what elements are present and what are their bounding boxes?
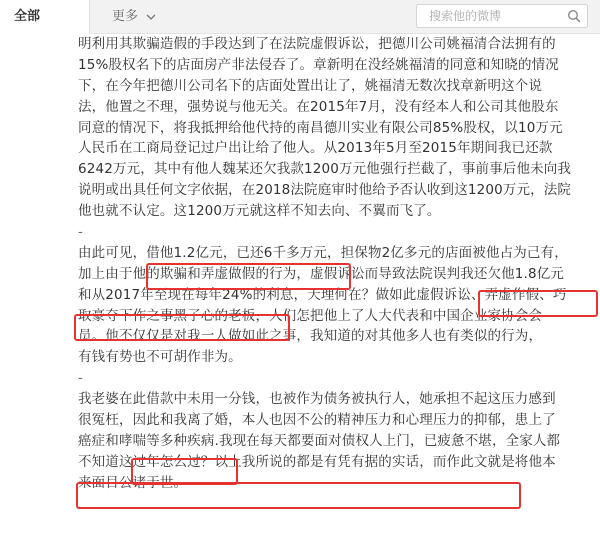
paragraph-debt-summary — [78, 243, 600, 368]
search-input[interactable] — [417, 5, 557, 27]
search-icon[interactable] — [567, 9, 581, 23]
search-box — [416, 4, 588, 28]
tab-all[interactable]: 全部 — [0, 0, 90, 34]
paragraph-separator: - — [78, 224, 84, 241]
weibo-post-body — [78, 34, 600, 494]
paragraph-family-impact — [78, 389, 600, 493]
tab-more[interactable] — [112, 0, 156, 34]
text-line: 说明或出具任何文字依据，在2018法院庭审时他给予否认收到这1200万元，法院 — [78, 182, 572, 199]
tab-more-label: 更多 — [112, 9, 139, 24]
text-line: 我老婆在此借款中未用一分钱，也被作为债务被执行人，她承担不起这压力感到 — [78, 391, 556, 408]
paragraph-separator: - — [78, 370, 84, 387]
profile-tab-bar — [0, 0, 600, 34]
text-line: 明利用其欺骗造假的手段达到了在法院虚假诉讼，把德川公司姚福清合法拥有的 — [78, 36, 556, 52]
text-line: 和从2017年至现在每年24%的利息，天理何在？做如此虚假诉讼、弄虚作假、巧 — [78, 286, 567, 303]
text-line: 下，在今年把德川公司名下的店面处置出让了，姚福清无数次找章新明这个说 — [78, 77, 543, 94]
text-line: 人民币在工商局登记过户出让给了他人。从2013年5月至2015年期间我已还款 — [78, 140, 553, 157]
text-line: 由此可见，借他1.2亿元，已还6千多万元，担保物2亿多元的店面被他占为己有， — [78, 244, 568, 261]
text-line: 同意的情况下，将我抵押给他代持的南昌德川实业有限公司85%股权，以10万元 — [78, 119, 563, 136]
text-line: 来面目公诸于世。 — [78, 474, 188, 491]
text-line: 有钱有势也不可胡作非为。 — [78, 349, 242, 366]
text-line: 法，他置之不理，强势说与他无关。在2015年7月，没有经本人和公司其他股东 — [78, 98, 559, 115]
text-line: 很冤枉，因此和我离了婚，本人也因不公的精神压力和心理压力的抑郁，患上了 — [78, 412, 556, 429]
paragraph-illegal-transfer — [78, 34, 600, 222]
text-line: 他也就不认定。这1200万元就这样不知去向、不翼而飞了。 — [78, 203, 441, 220]
text-line: 员。他不仅仅是对我一人做如此之事，我知道的对其他多人也有类似的行为， — [78, 328, 543, 345]
text-line: 不知道这过年怎么过？以上我所说的都是有凭有据的实话，而作此文就是将他本 — [78, 453, 556, 470]
text-line: 15%股权名下的店面房产非法侵吞了。章新明在没经姚福清的同意和知晓的情况 — [78, 56, 559, 73]
chevron-down-icon — [146, 14, 156, 20]
text-line: 加上由于他的欺骗和弄虚做假的行为，虚假诉讼而导致法院误判我还欠他1.8亿元 — [78, 265, 565, 282]
text-line: 6242万元，其中有他人魏某还欠我款1200万元他强行拦截了，事前事后他未向我 — [78, 161, 572, 178]
text-line: 取豪夺下作之事黑了心的老板，人们怎把他上了人大代表和中国企业家协会会 — [78, 307, 543, 324]
text-line: 癌症和哮喘等多种疾病.我现在每天都要面对债权人上门，已疲惫不堪，全家人都 — [78, 432, 561, 449]
